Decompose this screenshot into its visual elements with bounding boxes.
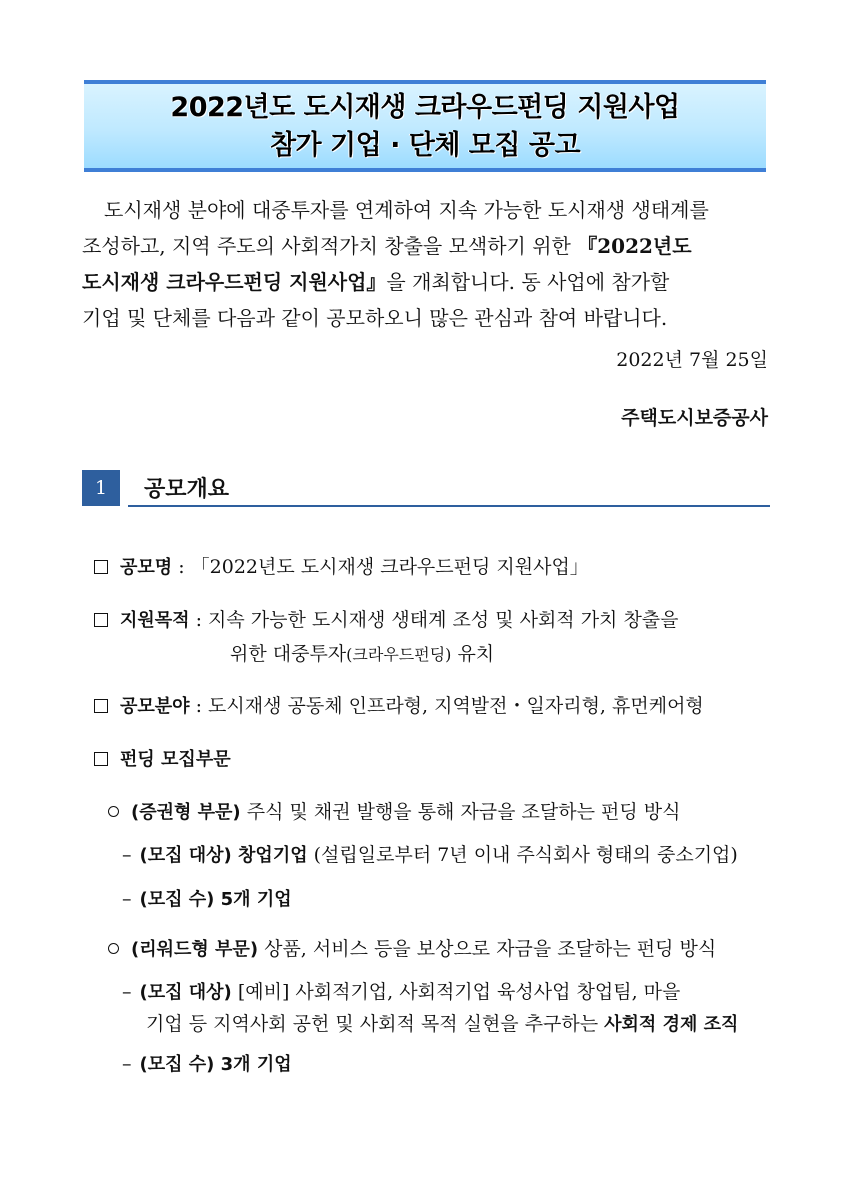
checkbox-square-icon [94, 560, 108, 574]
bullet-circle-icon [108, 806, 119, 817]
intro-line-2: 조성하고, 지역 주도의 사회적가치 창출을 모색하기 위한 『2022년도 [82, 234, 692, 258]
reward-head: (리워드형 부문) 상품, 서비스 등을 보상으로 자금을 조달하는 펀딩 방식 [108, 935, 716, 964]
item-contest-name: 공모명 : 「2022년도 도시재생 크라우드펀딩 지원사업」 [94, 553, 589, 582]
item-recruit: 펀딩 모집부문 [94, 745, 231, 774]
announcement-date: 2022년 7월 25일 [616, 349, 768, 371]
reward-target-cont: 기업 등 지역사회 공헌 및 사회적 목적 실현을 추구하는 사회적 경제 조직 [146, 1013, 739, 1035]
checkbox-square-icon [94, 613, 108, 627]
organization-name: 주택도시보증공사 [621, 407, 768, 429]
intro-line-1: 도시재생 분야에 대중투자를 연계하여 지속 가능한 도시재생 생태계를 [104, 198, 709, 222]
item-purpose-cont: 위한 대중투자(크라우드펀딩) 유치 [230, 643, 495, 665]
bullet-circle-icon [108, 943, 119, 954]
section-header [82, 470, 770, 508]
section-rule [128, 505, 770, 507]
title-line-1: 2022년도 도시재생 크라우드펀딩 지원사업 [170, 92, 680, 123]
intro-paragraph [82, 192, 770, 336]
securities-count: – (모집 수) 5개 기업 [122, 888, 292, 910]
intro-line-3: 도시재생 크라우드펀딩 지원사업』을 개최합니다. 동 사업에 참가할 [82, 270, 670, 294]
section-number: 1 [82, 470, 120, 506]
reward-target: – (모집 대상) [예비] 사회적기업, 사회적기업 육성사업 창업팀, 마을 [122, 981, 681, 1003]
checkbox-square-icon [94, 699, 108, 713]
title-line-2: 참가 기업 · 단체 모집 공고 [269, 130, 581, 161]
checkbox-square-icon [94, 752, 108, 766]
intro-line-4: 기업 및 단체를 다음과 같이 공모하오니 많은 관심과 참여 바랍니다. [82, 306, 668, 330]
securities-target: – (모집 대상) 창업기업 (설립일로부터 7년 이내 주식회사 형태의 중소기업) [122, 844, 738, 866]
reward-count: – (모집 수) 3개 기업 [122, 1053, 292, 1075]
title-banner [84, 80, 766, 172]
section-title: 공모개요 [144, 477, 230, 502]
securities-head: (증권형 부문) 주식 및 채권 발행을 통해 자금을 조달하는 펀딩 방식 [108, 798, 680, 827]
item-purpose: 지원목적 : 지속 가능한 도시재생 생태계 조성 및 사회적 가치 창출을 [94, 606, 679, 635]
item-field: 공모분야 : 도시재생 공동체 인프라형, 지역발전・일자리형, 휴먼케어형 [94, 692, 704, 721]
